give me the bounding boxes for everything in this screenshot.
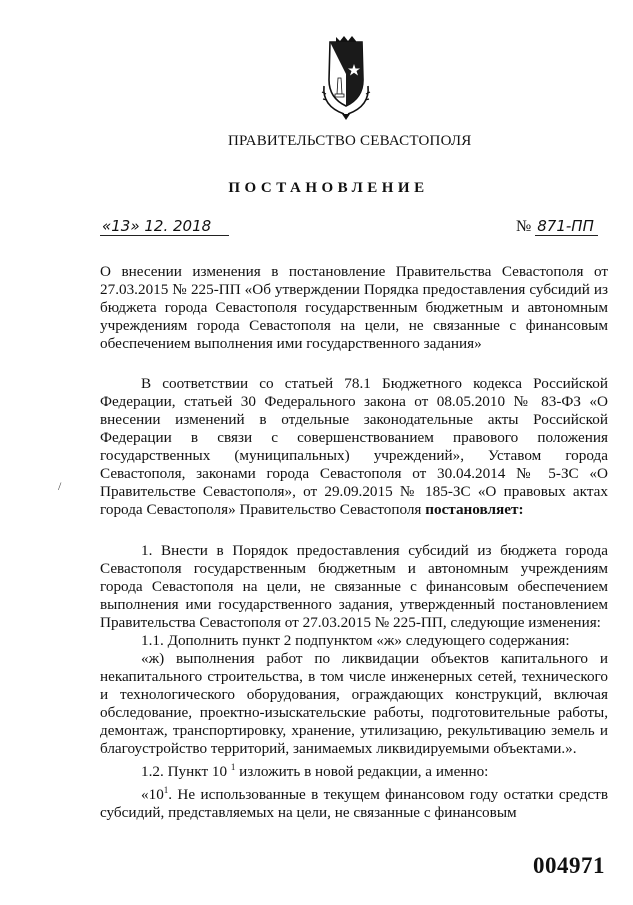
- sevastopol-coat-of-arms-icon: [316, 34, 376, 124]
- paragraph-1-2: 1.2. Пункт 10 $^1$ изложить в новой редакции, а именно:: [141, 762, 489, 781]
- document-body: [100, 542, 608, 822]
- number-prefix: №: [516, 218, 532, 235]
- paragraph-1-1: 1.1. Дополнить пункт 2 подпунктом «ж» следующего содержания:: [141, 632, 570, 649]
- preamble: [100, 375, 608, 519]
- paragraph-1: 1. Внести в Порядок предоставления субсидий из бюджета города Севастополя государственным бюджетным и автономным учреждениям города Севастополя на цели, не связанные с финансовым обеспечением выполнения ими государственного задания, утвержденный постановлением Правительства Севастополя от 27.03.2015 № 225-ПП, следующие изменения:: [100, 542, 608, 631]
- document-type-heading: ПОСТАНОВЛЕНИЕ: [228, 180, 429, 196]
- document-date: [100, 217, 229, 236]
- preamble-paragraph: [100, 375, 608, 519]
- preamble-text: В соответствии со статьей 78.1 Бюджетного кодекса Российской Федерации, статьей 30 Федерального закона от 08.05.2010 № 83-ФЗ «О внесении изменений в отдельные законодательные акты Российской Федерации в связи с совершенствованием правового положения государственных (муниципальных) учреждений», Уставом города Севастополя, законами города Севастополя от 30.04.2014 № 5-ЗС «О Правительстве Севастополя», от 29.09.2015 № 185-ЗС «О правовых актах города Севастополя» Правительство Севастополя: [100, 375, 608, 518]
- stray-mark: /: [58, 479, 62, 493]
- title-text: О внесении изменения в постановление Правительства Севастополя от 27.03.2015 № 225-ПП «Об утверждении Порядка предоставления субсидий из бюджета города Севастополя государственным бюджетным и автономным учреждениям города Севастополя на цели, не связанные с финансовым обеспечением выполнения ими государственного задания»: [100, 263, 608, 352]
- date-value: «13» 12. 2018: [102, 217, 212, 235]
- paragraph-10-1: «$10^1$. Не использованные в текущем финансовом году остатки средств субсидий, представляемых на цели, не связанные с финансовым: [100, 785, 608, 822]
- serial-number: 004971: [533, 853, 605, 878]
- paragraph-10-1-superscript: 1: [163, 785, 169, 796]
- document-title: [100, 263, 608, 353]
- organization-name: ПРАВИТЕЛЬСТВО СЕВАСТОПОЛЯ: [228, 133, 472, 149]
- paragraph-1-2-superscript: 1: [230, 762, 236, 772]
- paragraph-1-1-text: «ж) выполнения работ по ликвидации объектов капитального и некапитального строительства, в том числе инженерных сетей, технического и технологического оборудования, ограждающих конструкций, включая обследование, проектно-изыскательские работы, подготовительные работы, демонтаж, транспортировку, хранение, утилизацию, рекультивацию земель и благоустройство территорий, занимаемых ликвидируемыми объектами.».: [100, 650, 608, 757]
- decree-word: постановляет:: [425, 501, 524, 518]
- document-number: [516, 217, 598, 236]
- number-value: 871-ПП: [535, 217, 598, 236]
